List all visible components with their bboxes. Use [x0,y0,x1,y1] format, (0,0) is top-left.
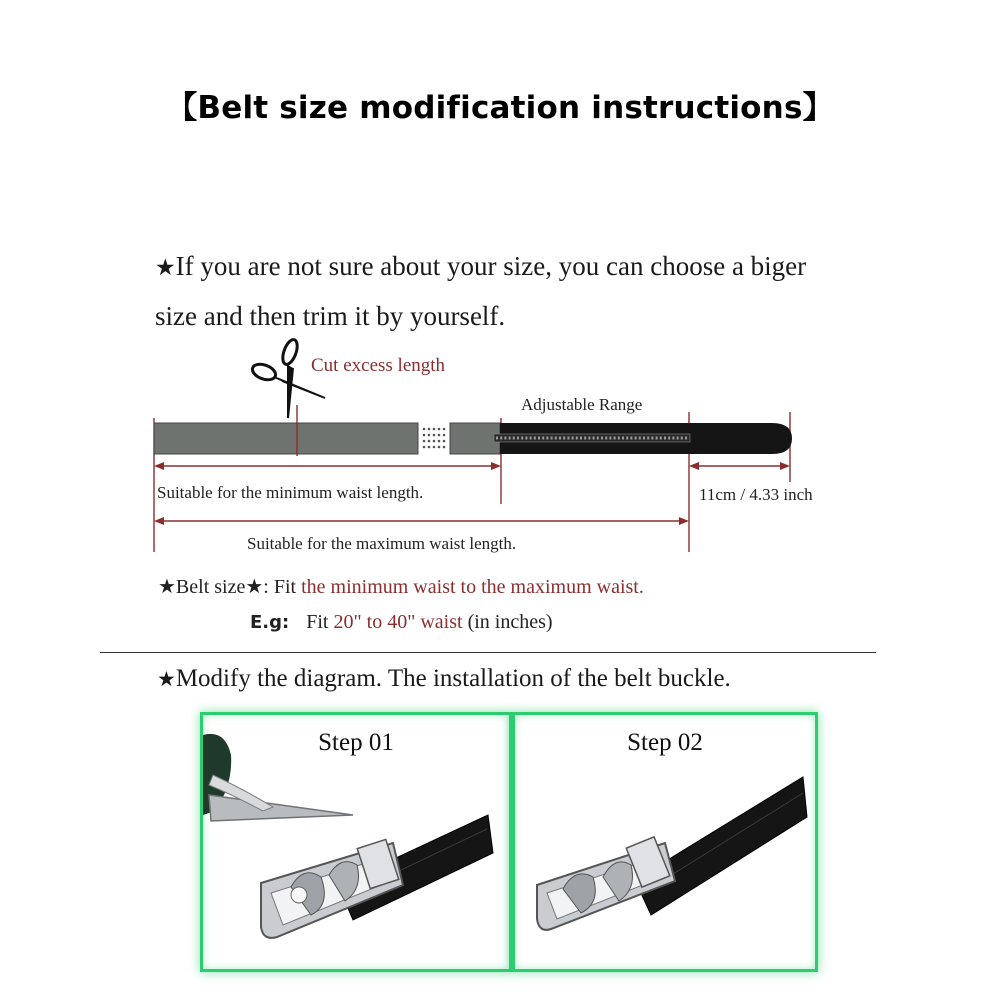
tip-length-label: 11cm / 4.33 inch [699,485,813,504]
example-fit: Fit [306,611,329,633]
step-02-panel [512,712,818,972]
divider [100,652,876,653]
example-waist: waist [420,611,463,633]
belt-buckle [537,837,675,930]
belt-size-line [158,574,644,599]
belt-buckle [261,839,403,937]
strap-segment-left [154,423,418,454]
step-01-panel [200,712,512,972]
max-waist-label: Suitable for the maximum waist length. [247,534,517,553]
star-icon: ★ [155,255,176,281]
step-02-label: Step 02 [627,729,703,756]
min-waist-label: Suitable for the minimum waist length. [157,483,424,502]
example-line [250,611,553,634]
cut-excess-label: Cut excess length [311,355,446,376]
belt-size-fit: Fit [273,576,297,598]
example-prefix: E.g: [250,612,290,633]
star-icon: ★ [157,667,176,691]
page-title: 【Belt size modification instructions】 [166,90,834,126]
modify-heading [157,665,731,693]
intro-line-1: If you are not sure about your size, you can choose a biger [175,251,807,281]
example-range: 20" to 40" [333,611,416,633]
strap-segment-middle [450,423,500,454]
scissors-blade-top [209,795,353,821]
belt-size-prefix: ★Belt size★: [158,576,269,598]
step-01-label: Step 01 [318,729,394,756]
modify-text: Modify the diagram. The installation of the belt buckle. [175,665,731,692]
adjustable-range-label: Adjustable Range [521,395,643,414]
scissors-icon [250,338,325,418]
strap-break-dots [423,428,446,449]
intro-line-2: size and then trim it by yourself. [155,301,506,331]
belt-size-text: the minimum waist to the maximum waist. [301,576,644,598]
example-unit: (in inches) [467,611,553,633]
